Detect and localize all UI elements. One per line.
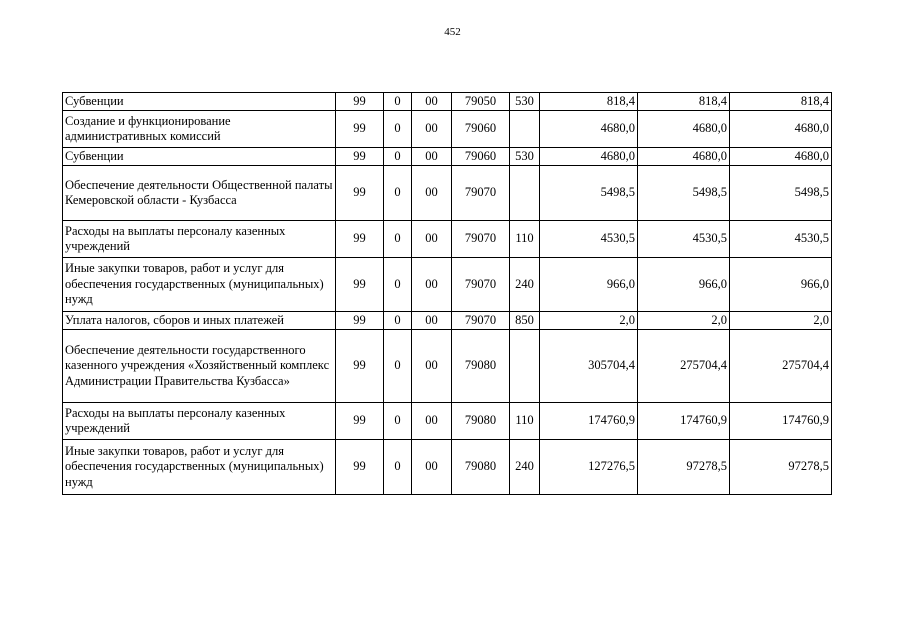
code-gp: 99 bbox=[336, 330, 384, 403]
code-sub: 0 bbox=[384, 312, 412, 330]
code-main: 00 bbox=[412, 93, 452, 111]
amount-2: 818,4 bbox=[638, 93, 730, 111]
row-name: Расходы на выплаты персоналу казенных учреждений bbox=[63, 221, 336, 258]
code-direction: 79070 bbox=[452, 221, 510, 258]
code-main: 00 bbox=[412, 148, 452, 166]
code-expense-type: 530 bbox=[510, 93, 540, 111]
row-name: Создание и функционирование административных комиссий bbox=[63, 111, 336, 148]
code-expense-type bbox=[510, 330, 540, 403]
code-main: 00 bbox=[412, 111, 452, 148]
code-main: 00 bbox=[412, 312, 452, 330]
code-gp: 99 bbox=[336, 403, 384, 440]
code-expense-type: 240 bbox=[510, 258, 540, 312]
amount-1: 5498,5 bbox=[540, 166, 638, 221]
table-row bbox=[63, 93, 832, 111]
code-direction: 79080 bbox=[452, 403, 510, 440]
row-name: Обеспечение деятельности Общественной палаты Кемеровской области - Кузбасса bbox=[63, 166, 336, 221]
amount-3: 2,0 bbox=[730, 312, 832, 330]
amount-1: 127276,5 bbox=[540, 440, 638, 495]
code-expense-type: 530 bbox=[510, 148, 540, 166]
amount-1: 4680,0 bbox=[540, 111, 638, 148]
code-gp: 99 bbox=[336, 148, 384, 166]
code-direction: 79070 bbox=[452, 258, 510, 312]
row-name: Субвенции bbox=[63, 148, 336, 166]
amount-2: 4530,5 bbox=[638, 221, 730, 258]
code-sub: 0 bbox=[384, 221, 412, 258]
code-sub: 0 bbox=[384, 330, 412, 403]
page-number: 452 bbox=[444, 26, 461, 38]
amount-1: 2,0 bbox=[540, 312, 638, 330]
code-main: 00 bbox=[412, 258, 452, 312]
code-gp: 99 bbox=[336, 93, 384, 111]
code-gp: 99 bbox=[336, 111, 384, 148]
code-direction: 79060 bbox=[452, 111, 510, 148]
code-expense-type: 110 bbox=[510, 403, 540, 440]
amount-2: 97278,5 bbox=[638, 440, 730, 495]
amount-1: 305704,4 bbox=[540, 330, 638, 403]
code-gp: 99 bbox=[336, 312, 384, 330]
row-name: Иные закупки товаров, работ и услуг для обеспечения государственных (муниципальных) нужд bbox=[63, 440, 336, 495]
code-direction: 79070 bbox=[452, 166, 510, 221]
code-gp: 99 bbox=[336, 258, 384, 312]
code-sub: 0 bbox=[384, 111, 412, 148]
code-sub: 0 bbox=[384, 403, 412, 440]
amount-3: 818,4 bbox=[730, 93, 832, 111]
amount-2: 4680,0 bbox=[638, 148, 730, 166]
amount-3: 5498,5 bbox=[730, 166, 832, 221]
code-sub: 0 bbox=[384, 93, 412, 111]
row-name: Обеспечение деятельности государственного казенного учреждения «Хозяйственный комплекс Администрации Правительства Кузбасса» bbox=[63, 330, 336, 403]
table-row bbox=[63, 221, 832, 258]
code-main: 00 bbox=[412, 221, 452, 258]
amount-1: 174760,9 bbox=[540, 403, 638, 440]
code-expense-type bbox=[510, 111, 540, 148]
table-row bbox=[63, 166, 832, 221]
code-expense-type bbox=[510, 166, 540, 221]
amount-2: 5498,5 bbox=[638, 166, 730, 221]
amount-3: 966,0 bbox=[730, 258, 832, 312]
code-main: 00 bbox=[412, 440, 452, 495]
code-direction: 79050 bbox=[452, 93, 510, 111]
amount-3: 174760,9 bbox=[730, 403, 832, 440]
code-gp: 99 bbox=[336, 221, 384, 258]
code-sub: 0 bbox=[384, 148, 412, 166]
amount-2: 966,0 bbox=[638, 258, 730, 312]
row-name: Иные закупки товаров, работ и услуг для обеспечения государственных (муниципальных) нужд bbox=[63, 258, 336, 312]
code-main: 00 bbox=[412, 330, 452, 403]
code-sub: 0 bbox=[384, 258, 412, 312]
table-row bbox=[63, 330, 832, 403]
row-name: Уплата налогов, сборов и иных платежей bbox=[63, 312, 336, 330]
table-row bbox=[63, 312, 832, 330]
amount-1: 4680,0 bbox=[540, 148, 638, 166]
table-row bbox=[63, 111, 832, 148]
amount-2: 4680,0 bbox=[638, 111, 730, 148]
row-name: Субвенции bbox=[63, 93, 336, 111]
code-direction: 79060 bbox=[452, 148, 510, 166]
table-row bbox=[63, 258, 832, 312]
amount-1: 818,4 bbox=[540, 93, 638, 111]
amount-3: 4530,5 bbox=[730, 221, 832, 258]
code-direction: 79080 bbox=[452, 330, 510, 403]
code-gp: 99 bbox=[336, 166, 384, 221]
amount-3: 97278,5 bbox=[730, 440, 832, 495]
amount-3: 275704,4 bbox=[730, 330, 832, 403]
code-expense-type: 850 bbox=[510, 312, 540, 330]
amount-3: 4680,0 bbox=[730, 111, 832, 148]
code-direction: 79070 bbox=[452, 312, 510, 330]
code-main: 00 bbox=[412, 403, 452, 440]
row-name: Расходы на выплаты персоналу казенных учреждений bbox=[63, 403, 336, 440]
code-expense-type: 240 bbox=[510, 440, 540, 495]
code-gp: 99 bbox=[336, 440, 384, 495]
amount-2: 174760,9 bbox=[638, 403, 730, 440]
table-row bbox=[63, 403, 832, 440]
amount-1: 4530,5 bbox=[540, 221, 638, 258]
amount-2: 275704,4 bbox=[638, 330, 730, 403]
amount-2: 2,0 bbox=[638, 312, 730, 330]
code-sub: 0 bbox=[384, 440, 412, 495]
code-main: 00 bbox=[412, 166, 452, 221]
amount-3: 4680,0 bbox=[730, 148, 832, 166]
code-sub: 0 bbox=[384, 166, 412, 221]
amount-1: 966,0 bbox=[540, 258, 638, 312]
code-expense-type: 110 bbox=[510, 221, 540, 258]
budget-table bbox=[62, 92, 832, 495]
table-row bbox=[63, 440, 832, 495]
table-row bbox=[63, 148, 832, 166]
code-direction: 79080 bbox=[452, 440, 510, 495]
